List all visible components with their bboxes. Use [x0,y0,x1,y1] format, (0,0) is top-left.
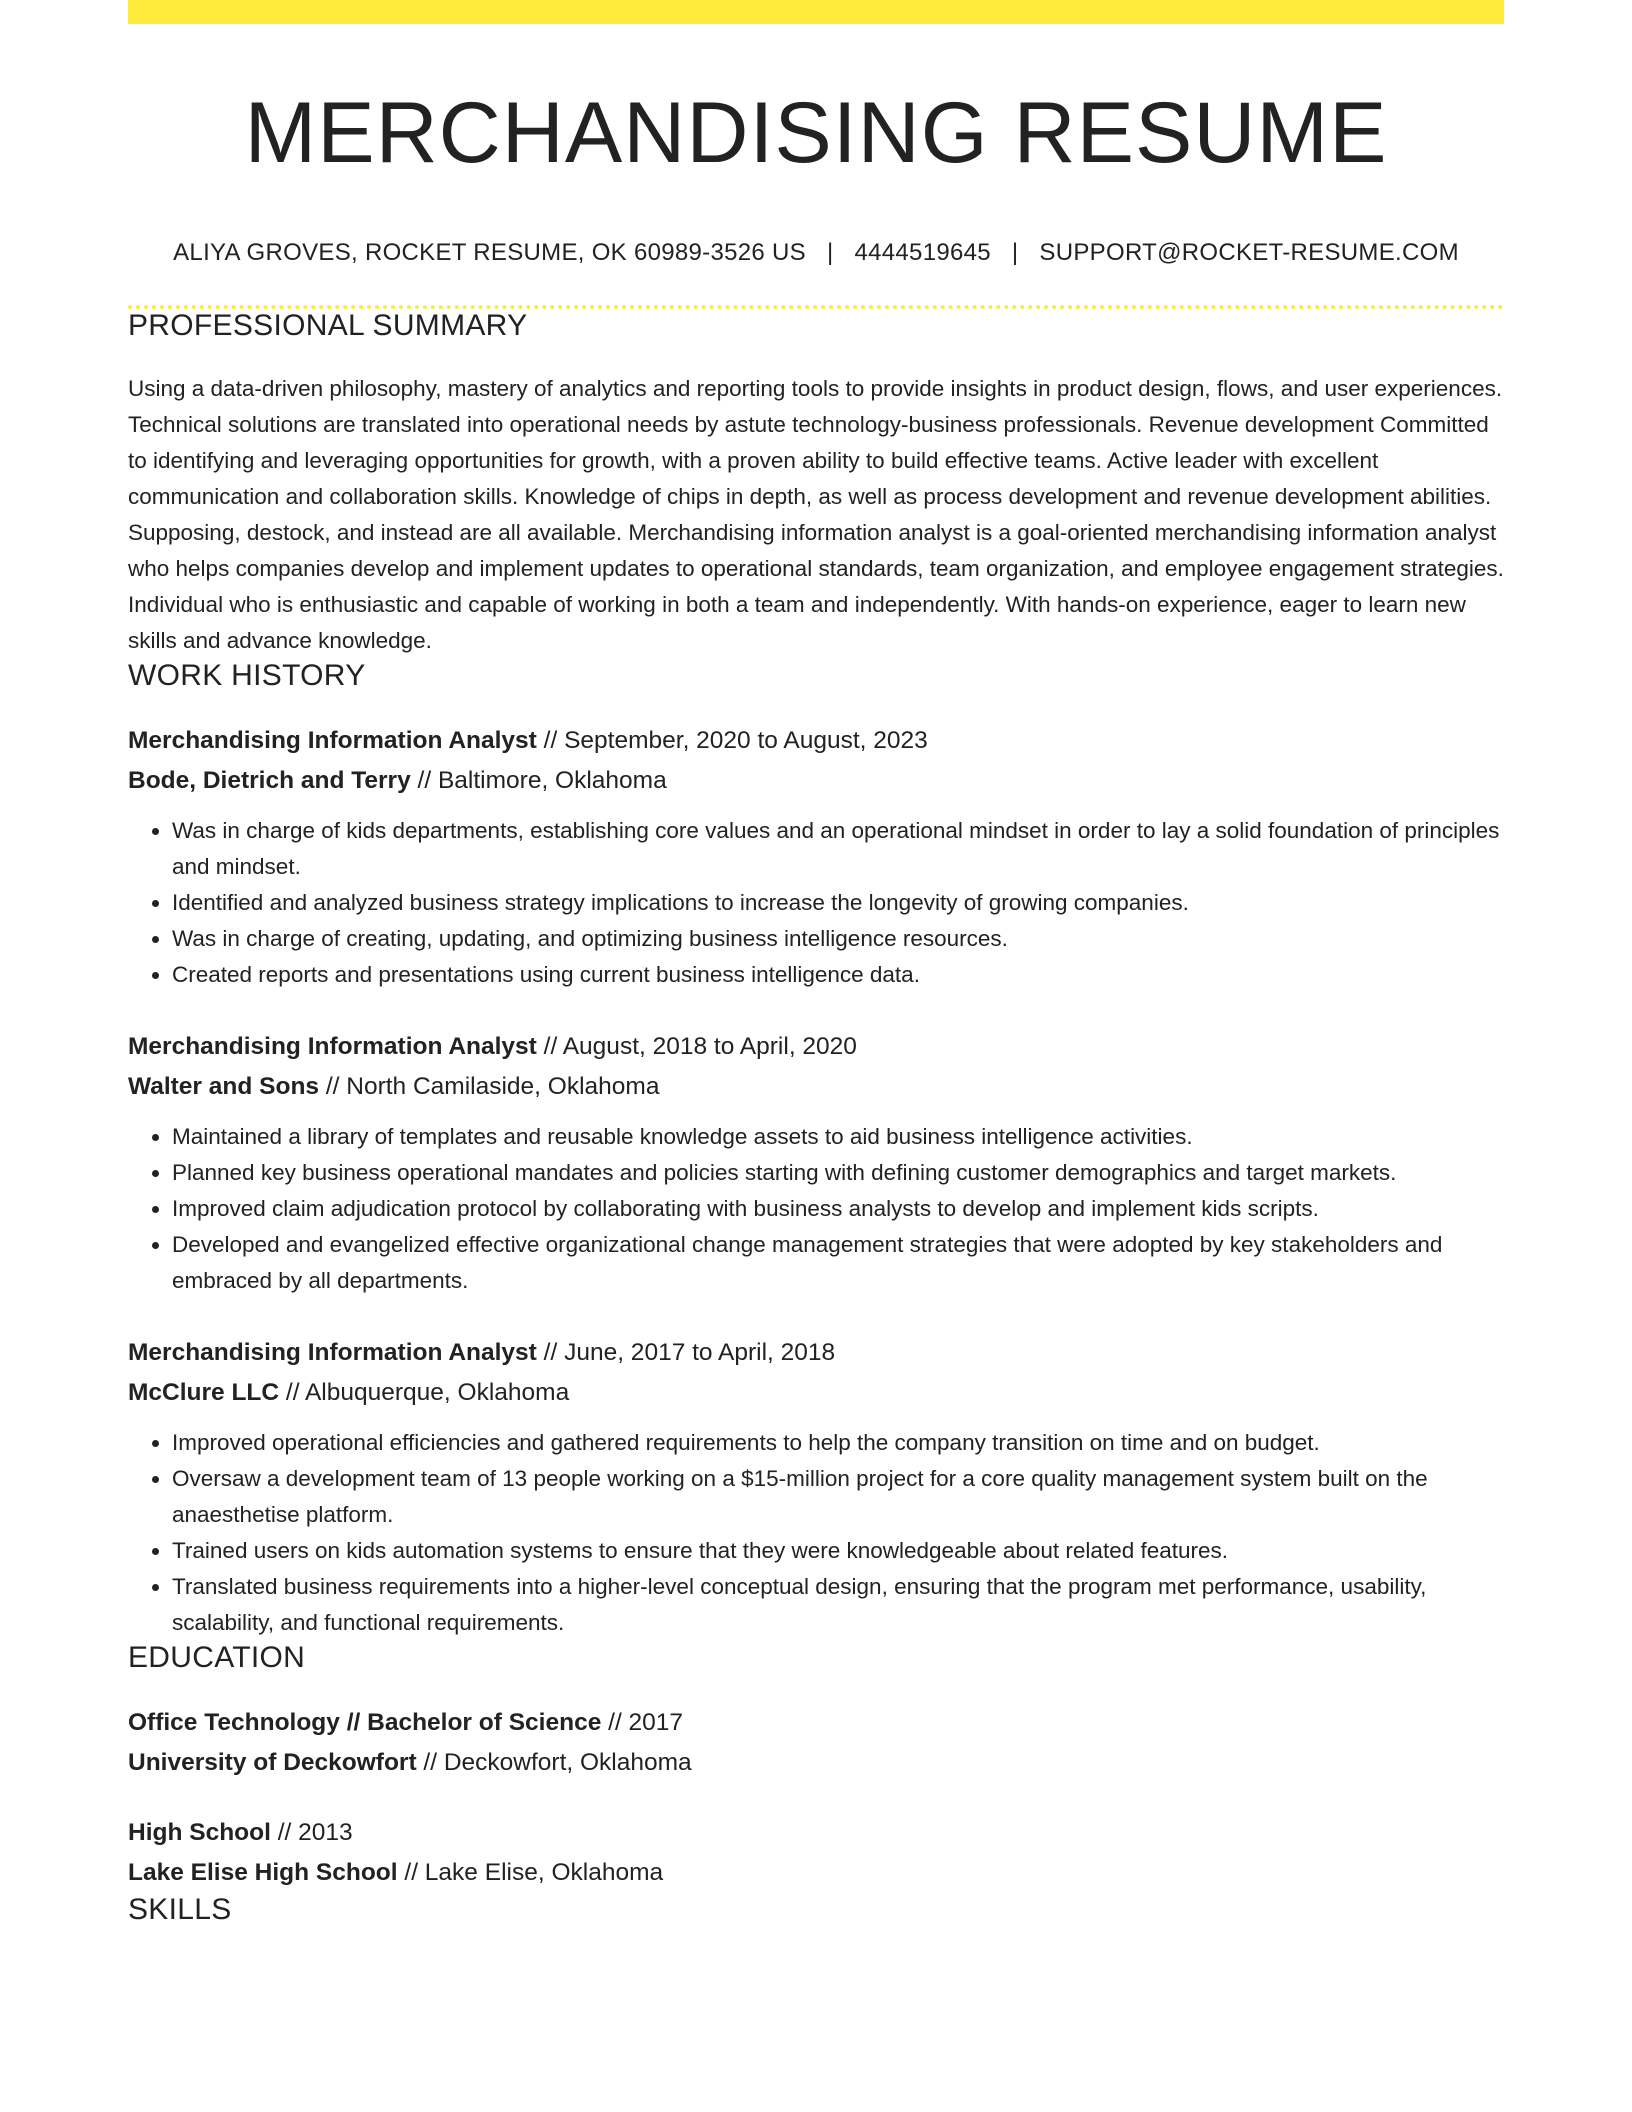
job-title: Merchandising Information Analyst [128,726,537,754]
job-bullet: • Oversaw a development team of 13 people working on a $15-million project for a core quality management system built on the anaesthetise platform. [172,1461,1504,1533]
job-company: Bode, Dietrich and Terry [128,766,411,794]
job-title: Merchandising Information Analyst [128,1338,537,1366]
job-entry [128,721,1504,993]
job-company-line [128,761,1504,801]
skills-heading: SKILLS [128,1892,232,1926]
education-year: // 2017 [601,1708,684,1736]
job-entry [128,1027,1504,1299]
page-title: MERCHANDISING RESUME [244,85,1388,181]
job-title-line [128,1333,1504,1373]
job-bullet: • Translated business requirements into a higher-level conceptual design, ensuring that the program met performance, usability, scalability, and functional requirements. [172,1569,1504,1641]
contact-separator: | [1011,238,1019,266]
job-location: // Baltimore, Oklahoma [410,766,667,794]
job-title-line [128,1027,1504,1067]
top-accent-bar [128,0,1504,24]
resume-page [128,0,1504,1927]
job-bullet: • Maintained a library of templates and reusable knowledge assets to aid business intelligence activities. [172,1119,1504,1155]
job-bullet: • Improved claim adjudication protocol by collaborating with business analysts to develop and implement kids scripts. [172,1191,1504,1227]
job-company-line [128,1373,1504,1413]
education-location: // Lake Elise, Oklahoma [397,1858,664,1886]
education-degree-line [128,1703,1504,1743]
contact-line [128,239,1504,267]
education-degree: Office Technology // Bachelor of Science [128,1708,602,1736]
job-title: Merchandising Information Analyst [128,1032,537,1060]
contact-separator: | [826,238,834,266]
job-entry [128,1333,1504,1641]
summary-text: Using a data-driven philosophy, mastery of analytics and reporting tools to provide insights in product design, flows, and user experiences. Technical solutions are translated into operational needs by astute technology-business professionals. Revenue development Committed to identifying and leveraging opportunities for growth, with a proven ability to build effective teams. Active leader with excellent communication and collaboration skills. Knowledge of chips in depth, as well as process development and revenue development abilities. Supposing, destock, and instead are all available. Merchandising information analyst is a goal-oriented merchandising information analyst who helps companies develop and implement updates to operational standards, team organization, and employee engagement strategies. Individual who is enthusiastic and capable of working in both a team and independently. With hands-on experience, eager to learn new skills and advance knowledge. [128,375,1504,653]
job-bullet: • Created reports and presentations using current business intelligence data. [172,957,1504,993]
work-history-heading: WORK HISTORY [128,658,366,692]
job-location: // Albuquerque, Oklahoma [279,1378,570,1406]
job-company: McClure LLC [128,1378,280,1406]
education-degree: High School [128,1818,271,1846]
job-bullet: • Planned key business operational mandates and policies starting with defining customer demographics and target markets. [172,1155,1504,1191]
job-bullet: • Was in charge of kids departments, establishing core values and an operational mindset in order to lay a solid foundation of principles and mindset. [172,813,1504,885]
job-dates: // June, 2017 to April, 2018 [536,1338,836,1366]
education-school-line [128,1743,1504,1783]
education-school-line [128,1853,1504,1893]
job-bullet: • Identified and analyzed business strategy implications to increase the longevity of growing companies. [172,885,1504,921]
contact-email: SUPPORT@ROCKET-RESUME.COM [1039,238,1459,266]
job-location: // North Camilaside, Oklahoma [319,1072,660,1100]
job-bullets [128,1119,1504,1299]
job-bullet: • Improved operational efficiencies and gathered requirements to help the company transition on time and on budget. [172,1425,1504,1461]
contact-address: ALIYA GROVES, ROCKET RESUME, OK 60989-3526 US [173,238,806,266]
education-school: University of Deckowfort [128,1748,417,1776]
job-dates: // August, 2018 to April, 2020 [536,1032,857,1060]
education-entry [128,1703,1504,1783]
education-location: // Deckowfort, Oklahoma [416,1748,692,1776]
education-school: Lake Elise High School [128,1858,398,1886]
contact-phone: 4444519645 [854,238,991,266]
job-bullets [128,813,1504,993]
education-entry [128,1813,1504,1893]
job-dates: // September, 2020 to August, 2023 [536,726,928,754]
job-bullets [128,1425,1504,1641]
education-degree-line [128,1813,1504,1853]
summary-heading: PROFESSIONAL SUMMARY [128,308,528,342]
job-bullet: • Developed and evangelized effective organizational change management strategies that were adopted by key stakeholders and embraced by all departments. [172,1227,1504,1299]
job-bullet: • Trained users on kids automation systems to ensure that they were knowledgeable about related features. [172,1533,1504,1569]
job-bullet: • Was in charge of creating, updating, and optimizing business intelligence resources. [172,921,1504,957]
education-heading: EDUCATION [128,1640,306,1674]
job-company-line [128,1067,1504,1107]
job-title-line [128,721,1504,761]
job-company: Walter and Sons [128,1072,320,1100]
education-year: // 2013 [270,1818,353,1846]
